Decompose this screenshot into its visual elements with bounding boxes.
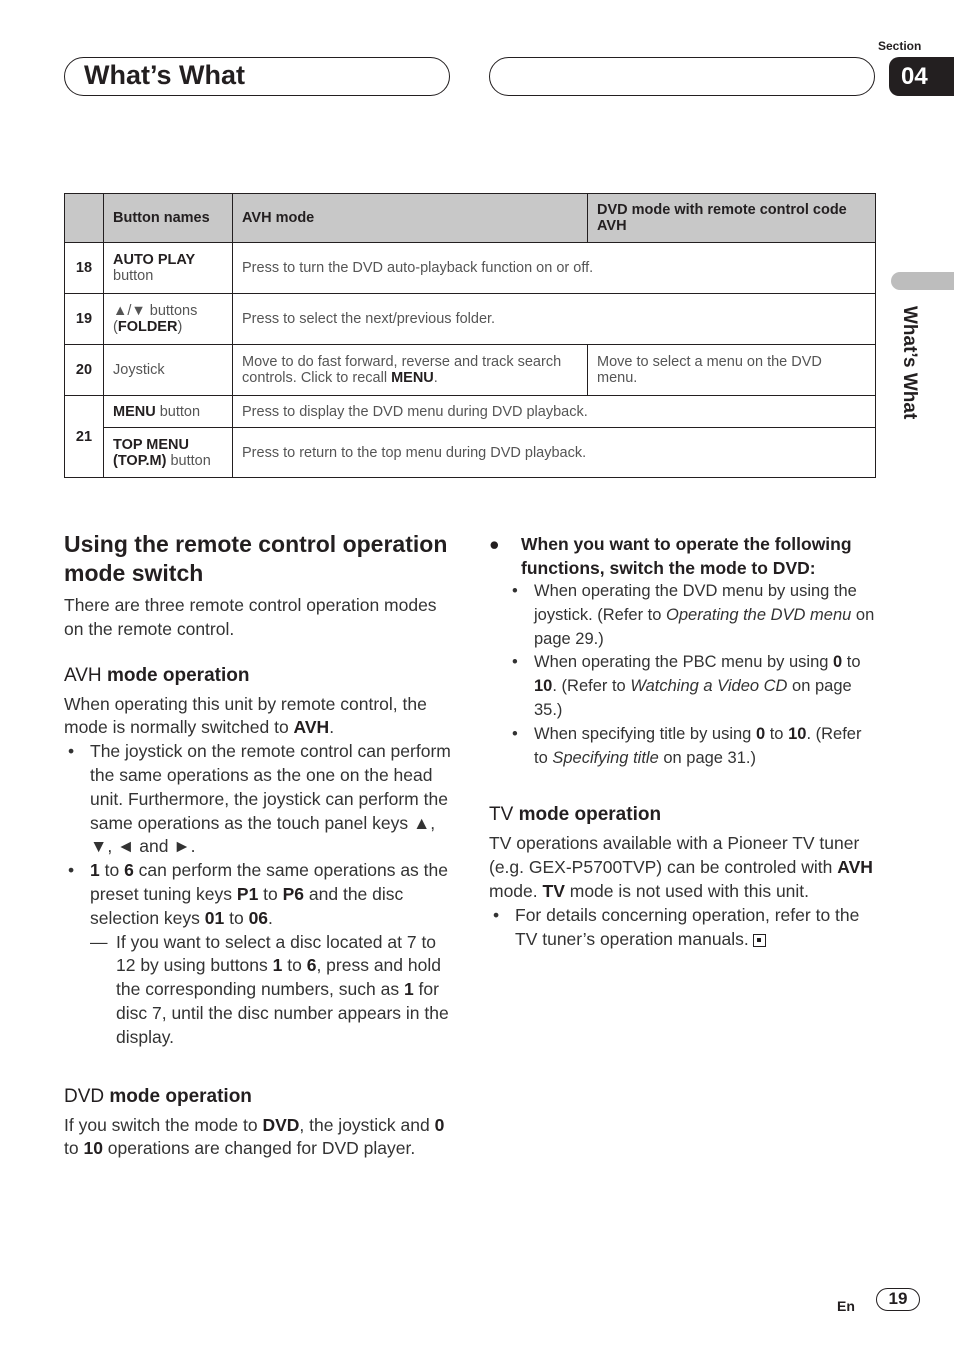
- note-list: [489, 580, 879, 770]
- row-number: 19: [65, 294, 104, 345]
- tv-bullet-1: • For details concerning operation, refer to the TV tuner’s operation manuals.: [489, 904, 879, 952]
- button-name: TOP MENU (TOP.M) button: [104, 428, 233, 478]
- language-label: En: [837, 1298, 855, 1314]
- button-name: MENU button: [104, 396, 233, 428]
- table-row: [65, 396, 876, 428]
- left-column: [64, 530, 454, 1161]
- avh-dash-note: — If you want to select a disc located at 7 to 12 by using buttons 1 to 6, press and hold the corresponding numbers, such as 1 for disc 7, until the disc number appears in the display.: [64, 931, 454, 1050]
- header-cell: AVH mode: [233, 194, 588, 243]
- table-row: [65, 294, 876, 345]
- button-name: ▲/▼ buttons (FOLDER): [104, 294, 233, 345]
- note-heading: ● When you want to operate the following functions, switch the mode to DVD:: [489, 534, 852, 578]
- header-cell: Button names: [104, 194, 233, 243]
- table-row: [65, 243, 876, 294]
- note-item-3: • When specifying title by using 0 to 10. (Refer to Specifying title on page 31.): [508, 723, 879, 771]
- section-number: 04: [889, 57, 954, 96]
- avh-function-text: Move to do fast forward, reverse and track search controls. Click to recall MENU.: [233, 345, 588, 396]
- section-heading: Using the remote control operation mode switch: [64, 531, 448, 586]
- header-cell: DVD mode with remote control code AVH: [588, 194, 876, 243]
- intro-text: There are three remote control operation modes on the remote control.: [64, 595, 437, 639]
- function-text: Press to turn the DVD auto-playback function on or off.: [233, 243, 876, 294]
- page-number: 19: [876, 1288, 920, 1311]
- header-empty-frame: [489, 57, 875, 96]
- row-number: 20: [65, 345, 104, 396]
- dvd-heading: DVD mode operation: [64, 1085, 252, 1107]
- avh-bullet-1: • The joystick on the remote control can perform the same operations as the one on the head unit. Furthermore, the joystick can perform the same operations as the touch panel keys ▲, ▼, ◄ and ►.: [64, 740, 454, 859]
- page-title-frame: [64, 57, 450, 96]
- tv-text: TV operations available with a Pioneer TV tuner (e.g. GEX-P5700TVP) can be controled with AVH mode. TV mode is not used with this unit.: [489, 833, 873, 901]
- bullet-dot-icon: ●: [489, 534, 500, 554]
- button-name: Joystick: [104, 345, 233, 396]
- dvd-function-text: Move to select a menu on the DVD menu.: [588, 345, 876, 396]
- button-table: [64, 193, 876, 478]
- row-number: 18: [65, 243, 104, 294]
- note-item-2: • When operating the PBC menu by using 0 to 10. (Refer to Watching a Video CD on page 35.): [508, 651, 879, 722]
- avh-text: When operating this unit by remote control, the mode is normally switched to AVH.: [64, 693, 427, 738]
- right-column: [489, 532, 879, 951]
- dvd-text: If you switch the mode to DVD, the joystick and 0 to 10 operations are changed for DVD player.: [64, 1114, 445, 1159]
- table-header-row: [65, 194, 876, 243]
- side-tab-marker: [891, 272, 954, 290]
- avh-bullet-2: • 1 to 6 can perform the same operations as the preset tuning keys P1 to P6 and the disc selection keys 01 to 06.: [64, 859, 454, 930]
- end-mark-icon: [753, 934, 766, 947]
- button-name: AUTO PLAY button: [104, 243, 233, 294]
- section-label: Section: [878, 39, 922, 53]
- function-text: Press to return to the top menu during DVD playback.: [233, 428, 876, 478]
- function-text: Press to select the next/previous folder.: [233, 294, 876, 345]
- table-row: [65, 428, 876, 478]
- tv-heading: TV mode operation: [489, 804, 662, 826]
- side-tab-label: What’s What: [899, 306, 920, 420]
- table-row: [65, 345, 876, 396]
- header-cell-num: [65, 194, 104, 243]
- row-number: 21: [65, 396, 104, 478]
- avh-heading: AVH mode operation: [64, 664, 250, 686]
- note-item-1: • When operating the DVD menu by using the joystick. (Refer to Operating the DVD menu on page 29.): [508, 580, 879, 651]
- function-text: Press to display the DVD menu during DVD playback.: [233, 396, 876, 428]
- page-title: What’s What: [84, 60, 245, 90]
